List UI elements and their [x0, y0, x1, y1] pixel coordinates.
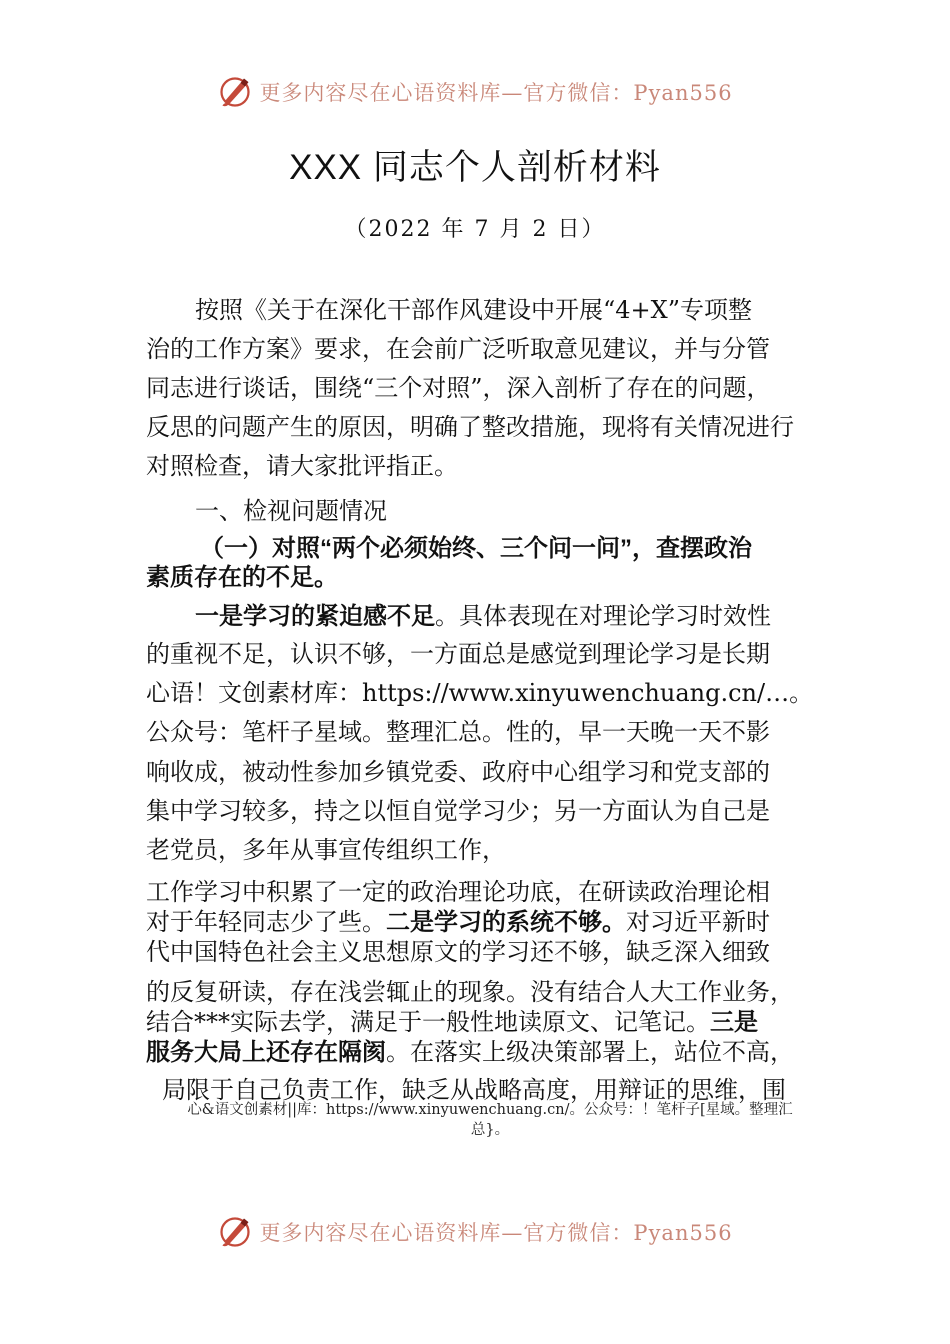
text-segment: 心语！文创素材库：https://www.xinyuwenchuang.cn/…。 [146, 679, 814, 707]
text-segment: 局限于自己负责工作，缺乏从战略高度，用辩证的思维，围 [162, 1076, 786, 1104]
text-segment: 的反复研读，存在浅尝辄止的现象。没有结合人大工作业务， [146, 978, 794, 1006]
footnote-line-2: 总}。 [470, 1122, 510, 1138]
body-line [195, 491, 387, 526]
text-segment: 公众号：笔杆子星域。整理汇总。性的，早一天晚一天不影 [146, 718, 770, 746]
text-segment: 对习近平新时 [626, 908, 770, 936]
header-watermark [0, 70, 950, 114]
text-segment: 。具体表现在对理论学习时效性 [435, 602, 771, 630]
pen-brush-logo-icon [217, 74, 253, 110]
body-line [146, 407, 794, 442]
text-segment: 同志进行谈话，围绕“三个对照”，深入剖析了存在的问题， [146, 374, 771, 402]
body-line [195, 290, 752, 325]
text-segment: 代中国特色社会主义思想原文的学习还不够，缺乏深入细致 [146, 938, 770, 966]
text-segment: 治的工作方案》要求，在会前广泛听取意见建议，并与分管 [146, 335, 770, 363]
footer-watermark [0, 1210, 950, 1254]
bold-text-segment: 服务大局上还存在隔阂 [146, 1039, 386, 1066]
body-line [146, 673, 813, 708]
pen-brush-logo-icon [217, 1214, 253, 1250]
body-line [146, 791, 770, 826]
body-line [146, 712, 770, 747]
bold-text-segment: （一）对照“两个必须始终、三个问一问”，查摆政治 [200, 535, 752, 562]
text-segment: 老党员，多年从事宣传组织工作， [146, 836, 506, 864]
bold-text-segment: 一是学习的紧迫感不足 [195, 603, 435, 630]
text-segment: 集中学习较多，持之以恒自觉学习少；另一方面认为自己是 [146, 797, 770, 825]
body-line [146, 368, 771, 403]
text-segment: 反思的问题产生的原因，明确了整改措施，现将有关情况进行 [146, 413, 794, 441]
text-segment: 结合***实际去学，满足于一般性地读原文、记笔记。 [146, 1008, 710, 1036]
text-segment: 对照检查，请大家批评指正。 [146, 452, 458, 480]
text-segment: 。在落实上级决策部署上，站位不高， [386, 1038, 794, 1066]
text-segment: 工作学习中积累了一定的政治理论功底，在研读政治理论相 [146, 878, 770, 906]
text-segment: 的重视不足，认识不够，一方面总是感觉到理论学习是长期 [146, 640, 770, 668]
footnote-line-1: 心&语文创素材||库：https://www.xinyuwenchuang.cn/。公众号：！笔杆子[星域。整理汇 [187, 1102, 793, 1118]
text-segment: 一、检视问题情况 [195, 497, 387, 525]
body-line [146, 557, 338, 592]
body-line [146, 634, 770, 669]
bold-text-segment: 二是学习的系统不够。 [386, 909, 626, 936]
body-line [195, 596, 771, 631]
text-segment: 对于年轻同志少了些。 [146, 908, 386, 936]
body-line [146, 1032, 794, 1067]
document-date: （2022 年 7 月 2 日） [344, 217, 606, 242]
body-line [146, 752, 770, 787]
bold-text-segment: 素质存在的不足。 [146, 564, 338, 591]
body-line [146, 932, 770, 967]
body-line [146, 329, 770, 364]
bold-text-segment: 三是 [710, 1009, 758, 1036]
text-segment: 响收成，被动性参加乡镇党委、政府中心组学习和党支部的 [146, 758, 770, 786]
watermark-text: 更多内容尽在心语资料库—官方微信：Pyan556 [259, 81, 733, 105]
body-line [146, 446, 458, 481]
watermark-text: 更多内容尽在心语资料库—官方微信：Pyan556 [259, 1221, 733, 1245]
text-segment: 按照《关于在深化干部作风建设中开展“4+X”专项整 [195, 296, 753, 324]
body-line [146, 830, 506, 865]
document-title: XXX 同志个人剖析材料 [289, 148, 661, 187]
